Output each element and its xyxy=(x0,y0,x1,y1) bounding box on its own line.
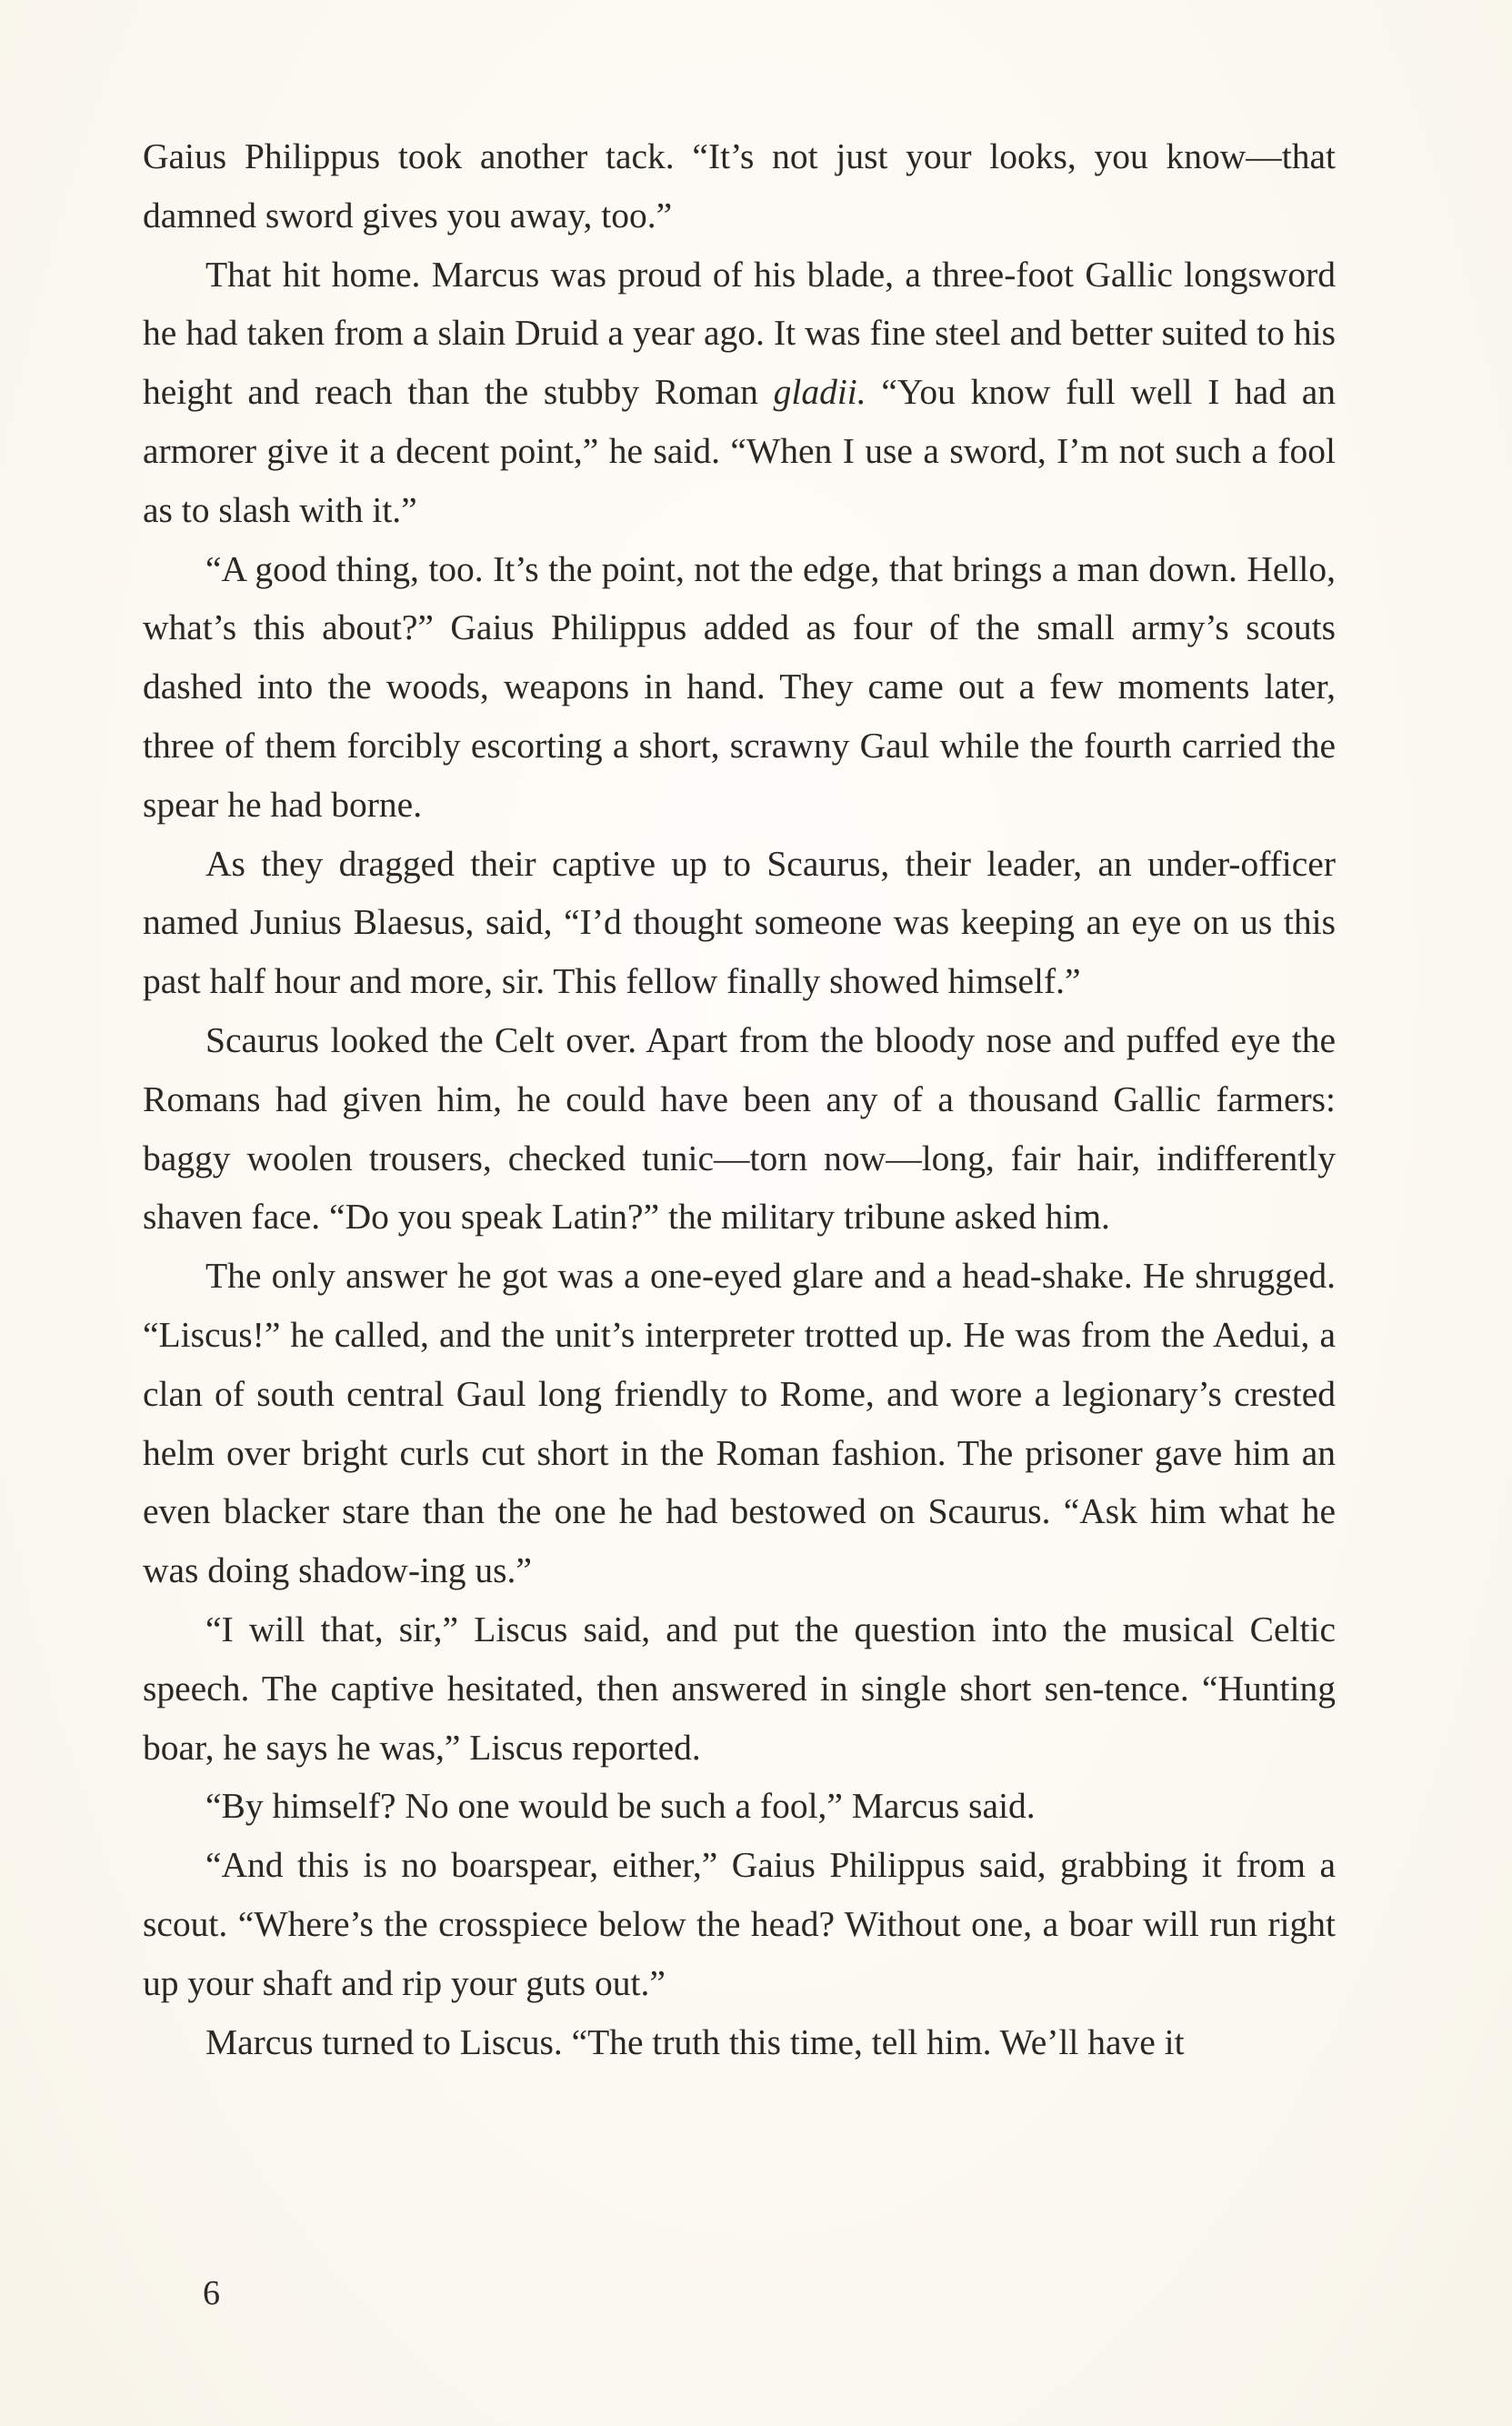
paragraph-text: “You know full well I had an armorer give it a decent point,” he said. “When I use a sword, I’m not such a fool as to slash with it.” xyxy=(143,372,1336,530)
paragraph: “And this is no boarspear, either,” Gaius Philippus said, grabbing it from a scout. “Where’s the crosspiece below the head? Without one, a boar will run right up your shaft and rip your guts out.” xyxy=(143,1845,1336,2003)
paragraph: Marcus turned to Liscus. “The truth this time, tell him. We’ll have it xyxy=(205,2021,1185,2062)
paragraph xyxy=(143,246,1336,540)
paragraph: As they dragged their captive up to Scaurus, their leader, an under-officer named Junius Blaesus, said, “I’d thought someone was keeping an eye on us this past half hour and more, sir. This fellow finally showed himself.” xyxy=(143,843,1336,1002)
paragraph: The only answer he got was a one-eyed glare and a head-shake. He shrugged. “Liscus!” he called, and the unit’s interpreter trotted up. He was from the Aedui, a clan of south central Gaul long friendly to Rome, and wore a legionary’s crested helm over bright curls cut short in the Roman fashion. The prisoner gave him an even blacker stare than the one he had bestowed on Scaurus. “Ask him what he was doing shadow-ing us.” xyxy=(143,1256,1336,1591)
italic-term: gladii. xyxy=(773,372,866,413)
paragraph: “By himself? No one would be such a fool,” Marcus said. xyxy=(205,1786,1036,1827)
paragraph: Gaius Philippus took another tack. “It’s not just your looks, you know—that damned sword gives you away, too.” xyxy=(143,136,1336,236)
paragraph-text: That hit home. Marcus was proud of his blade, a three-foot Gallic longsword he had taken from a slain Druid a year ago. It was fine steel and better suited to his height and reach than the stubby Roman xyxy=(143,254,1336,413)
paragraph: “I will that, sir,” Liscus said, and put the question into the musical Celtic speech. The captive hesitated, then answered in single short sen-tence. “Hunting boar, he says he was,” Liscus reported. xyxy=(143,1609,1336,1768)
paragraph: Scaurus looked the Celt over. Apart from the bloody nose and puffed eye the Romans had given him, he could have been any of a thousand Gallic farmers: baggy woolen trousers, checked tunic—torn now—long, fair hair, indifferently shaven face. “Do you speak Latin?” the military tribune asked him. xyxy=(143,1019,1336,1238)
page-number: 6 xyxy=(203,2274,220,2312)
paragraph: “A good thing, too. It’s the point, not the edge, that brings a man down. Hello, what’s this about?” Gaius Philippus added as four of the small army’s scouts dashed into the woods, weapons in hand. They came out a few moments later, three of them forcibly escorting a short, scrawny Gaul while the fourth carried the spear he had borne. xyxy=(143,548,1336,825)
body-text xyxy=(143,127,1336,2071)
